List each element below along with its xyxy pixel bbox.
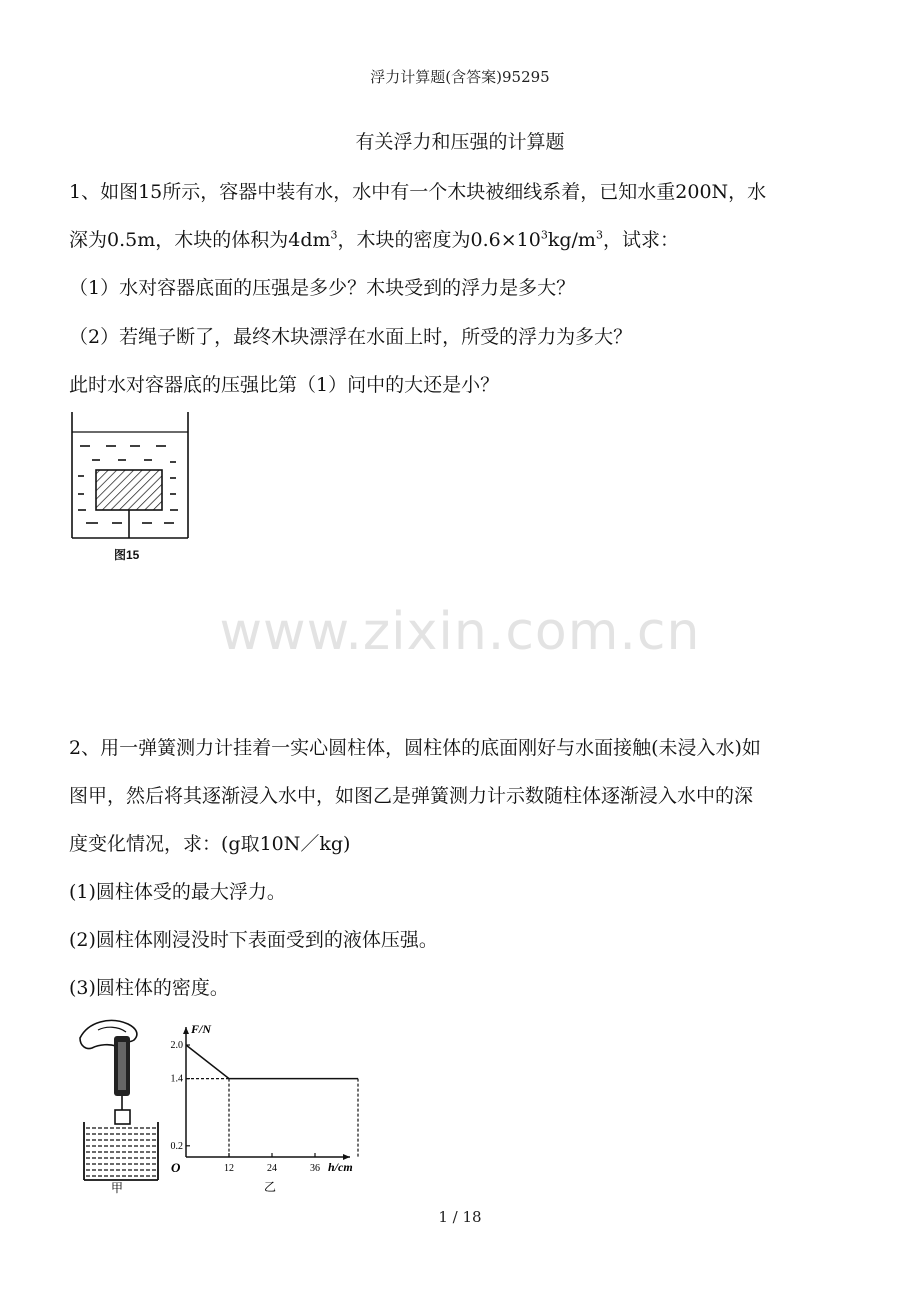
chart-axes [183, 1027, 350, 1160]
chart-guides [186, 1079, 358, 1157]
q2-sub3: (3)圆柱体的密度。 [69, 977, 229, 999]
q2-sub1: (1)圆柱体受的最大浮力。 [69, 881, 286, 903]
watermark: www.zixin.com.cn [219, 602, 701, 662]
q1-sub1: （1）水对容器底面的压强是多少？木块受到的浮力是多大？ [69, 277, 576, 299]
y-tick-label: 2.0 [170, 1040, 183, 1051]
figure-yi-label: 乙 [264, 1180, 277, 1194]
x-tick-label: 12 [224, 1163, 234, 1174]
figure-15-caption: 图15 [114, 548, 140, 562]
document-header: 浮力计算题(含答案)95295 [370, 68, 550, 86]
q2-sub2: (2)圆柱体刚浸没时下表面受到的液体压强。 [69, 929, 438, 951]
y-axis-label: F/N [191, 1022, 212, 1036]
f-h-line [186, 1045, 358, 1079]
beaker-water [86, 1128, 156, 1176]
chart-ticks [171, 1040, 321, 1174]
q1-line1: 1、如图15所示，容器中装有水，水中有一个木块被细线系着，已知水重200N，水 [69, 181, 767, 203]
cylinder [115, 1110, 130, 1124]
x-tick-label: 24 [267, 1163, 277, 1174]
y-tick-label: 0.2 [170, 1140, 183, 1152]
y-axis-arrow [183, 1027, 189, 1034]
q1-line2: 深为0.5m，木块的体积为$4dm^3$，木块的密度为$0.6\times 10^3kg/m^3$，试求： [69, 228, 679, 251]
x-tick-label: 36 [310, 1163, 320, 1174]
figure-yi-chart [165, 1015, 360, 1195]
figure-jia-label: 甲 [110, 1181, 124, 1195]
page-number: 1 / 18 [438, 1208, 482, 1226]
chart-series [186, 1045, 358, 1079]
q2-line1: 2、用一弹簧测力计挂着一实心圆柱体，圆柱体的底面刚好与水面接触(未浸入水)如 [69, 737, 761, 759]
q1-sub3: 此时水对容器底的压强比第（1）问中的大还是小？ [69, 374, 500, 396]
section-title: 有关浮力和压强的计算题 [355, 131, 565, 153]
q1-sub2: （2）若绳子断了，最终木块漂浮在水面上时，所受的浮力为多大？ [69, 326, 633, 348]
figure-15-container [66, 410, 196, 540]
origin-label: O [171, 1160, 181, 1175]
wooden-block [96, 470, 162, 510]
q2-line2: 图甲，然后将其逐渐浸入水中，如图乙是弹簧测力计示数随柱体逐渐浸入水中的深 [69, 785, 754, 807]
y-tick-label: 1.4 [170, 1073, 183, 1085]
x-axis-label: h/cm [328, 1160, 353, 1174]
figure-jia-apparatus [70, 1010, 165, 1195]
q2-line3: 度变化情况，求：(g取10N／kg) [69, 833, 351, 855]
